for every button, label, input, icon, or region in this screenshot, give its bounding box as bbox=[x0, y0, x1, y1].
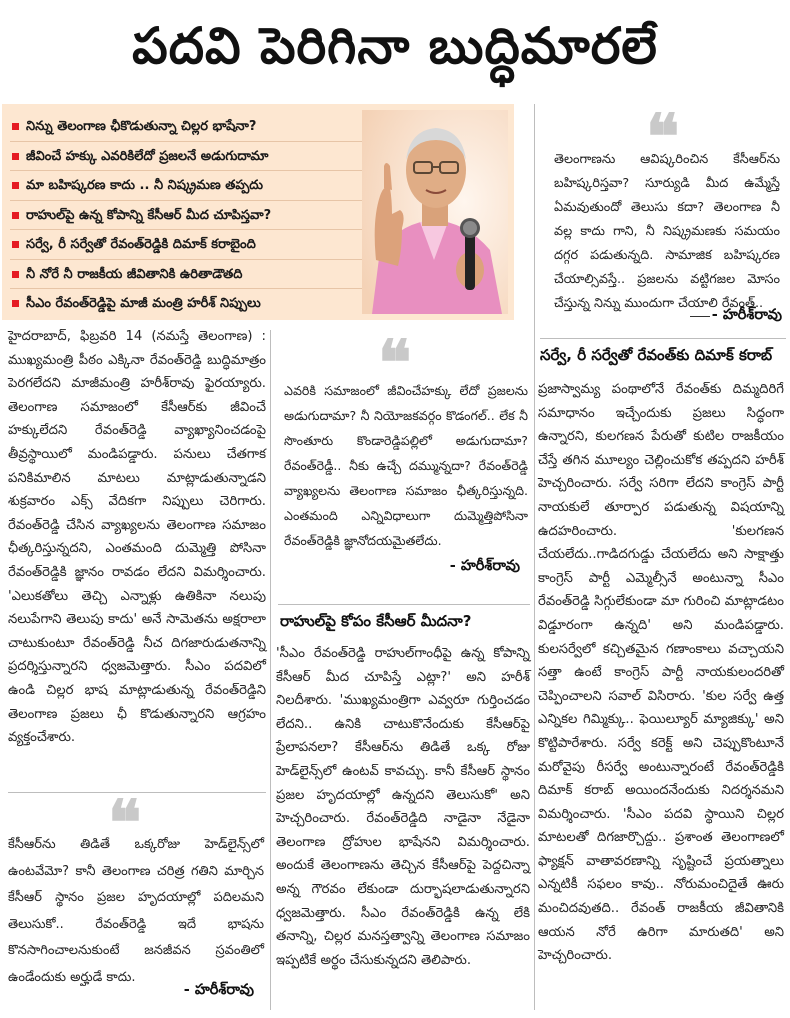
quote-mark-icon: ❝ bbox=[108, 786, 142, 859]
highlight-item: సీఎం రేవంత్‌రెడ్డిపై మాజీ మంత్రి హరీశ్ నిప్పులు bbox=[10, 289, 362, 319]
article-column-1: హైదరాబాద్, ఫిబ్రవరి 14 (నమస్తే తెలంగాణ) : ముఖ్యమంత్రి పీఠం ఎక్కినా రేవంత్‌రెడ్డి బుద్ధిమాత్రం పెరగలేదని మాజీమంత్రి హరీశ్‌రావు ఫైరయ్యారు. తెలంగాణ సమాజంలో కేసీఆర్‌కు జీవించే హక్కులేదని రేవంత్‌రెడ్డి వ్యాఖ్యానించడంపై తీవ్రస్థాయిలో మండిపడ్డారు. పనులు చేతగాక పనికిమాలిన మాటలు మాట్లాడుతున్నాడని శుక్రవారం ఎక్స్ వేదికగా నిప్పులు చెరిగారు. రేవంత్‌రెడ్డి చేసిన వ్యాఖ్యలను తెలంగాణ సమాజం ఛీత్కరిస్తున్నదని, ఎంతమంది దుమ్మెత్తి పోసినా రేవంత్‌రెడ్డికి జ్ఞానం రావడం లేదని విమర్శించారు. 'ఎలుకతోలు తెచ్చి ఎన్నాళ్లు ఉతికినా నలుపు నలుపేగాని తెలుపు కాదు' అనే సామెతను అక్షరాలా చాటుకుంటూ రేవంత్‌రెడ్డి నీచ దిగజారుడుతనాన్ని ప్రదర్శిస్తున్నారని ధ్వజమెత్తారు. సీఎం పదవిలో ఉండి చిల్లర భాష మాట్లాడుతున్న రేవంత్‌రెడ్డిని తెలంగాణ ప్రజలు ఛీ కొడుతున్నారని ఆగ్రహం వ్యక్తంచేశారు. bbox=[8, 329, 266, 746]
highlight-item: నిన్ను తెలంగాణ ఛీకొడుతున్నా చిల్లర భాషేనా? bbox=[10, 112, 362, 142]
highlight-item: రాహుల్‌పై ఉన్న కోపాన్ని కేసీఆర్ మీద చూపిస్తవా? bbox=[10, 201, 362, 231]
quote-text: ఎవరికి సమాజంలో జీవించేహక్కు లేదో ప్రజలను అడుగుదామా? నీ నియోజకవర్గం కొడంగల్.. లేక నీ సొంతూరు కొండారెడ్డిపల్లిలో అడుగుదామా? రేవంత్‌రెడ్డీ.. నీకు ఉచ్చే దమ్మున్నదా? రేవంత్‌రెడ్డి వ్యాఖ్యలను తెలంగాణ సమాజం ఛీత్కరిస్తున్నది. ఎంతమంది ఎన్నివిధాలుగా దుమ్మెత్తిపోసినా రేవంత్‌రెడ్డికి జ్ఞానోదయమైతలేదు. bbox=[284, 383, 528, 548]
column-divider bbox=[270, 330, 271, 1010]
quote-attribution: - హరీశ్‌రావు bbox=[183, 982, 254, 998]
quote-center bbox=[278, 326, 530, 602]
quote-top-right bbox=[540, 100, 786, 334]
highlights-list bbox=[10, 112, 362, 319]
subhead-right: సర్వే, రీ సర్వేతో రేవంత్‌కు దిమాక్ కరాబ్ bbox=[540, 346, 773, 364]
quote-attribution: - హరీశ్‌రావు bbox=[449, 558, 520, 574]
quote-mark-icon: ❝ bbox=[378, 326, 412, 399]
highlight-item: నీ నోరే నీ రాజకీయ జీవితానికి ఉరితాడౌతది bbox=[10, 260, 362, 290]
speaker-photo bbox=[362, 110, 508, 314]
quote-mark-icon: ❝ bbox=[646, 100, 680, 173]
divider bbox=[278, 604, 530, 605]
article-column-2: 'సీఎం రేవంత్‌రెడ్డి రాహుల్‌గాంధీపై ఉన్న కోపాన్ని కేసీఆర్ మీద చూపిస్తే ఎట్లా?' అని హరీశ్ నిలదీశారు. 'ముఖ్యమంత్రిగా ఎవ్వరూ గుర్తించడం లేదని.. ఉనికి చాటుకొనేందుకు కేసీఆర్‌పై ప్రేలాపనలా? కేసీఆర్‌ను తిడితే ఒక్క రోజు హెడ్‌లైన్స్‌లో ఉంటవ్ కావచ్చు. కానీ కేసీఆర్ స్థానం ప్రజల హృదయాల్లో ఉన్నదని తెలుసుకో' అని హెచ్చరించారు. రేవంత్‌రెడ్డిది నాడైనా నేడైనా తెలంగాణ ద్రోహుల భాషేనని విమర్శించారు. అందుకే తెలంగాణను తెచ్చిన కేసీఆర్‌పై పెద్దచిన్నా అన్న గౌరవం లేకుండా దుర్భాషలాడుతున్నారని ధ్వజమెత్తారు. సీఎం రేవంత్‌రెడ్డికి ఉన్న లేకి తనాన్ని, చిల్లర మనస్తత్వాన్ని తెలంగాణ సమాజం ఇప్పటికే అర్థం చేసుకున్నదని తెలిపారు. bbox=[276, 646, 530, 968]
quote-attribution: - హరీశ్‌రావు bbox=[711, 307, 782, 323]
column-divider bbox=[534, 104, 535, 1010]
subhead-center: రాహుల్‌పై కోపం కేసీఆర్ మీదనా? bbox=[280, 612, 472, 630]
quote-text: కేసీఆర్‌ను తిడితే ఒక్కరోజు హెడ్‌లైన్స్‌లో ఉంటవేమో? కానీ తెలంగాణ చరిత్ర గతిని మార్చిన కేసీఆర్ స్థానం ప్రజల హృదయాల్లో పదిలమని తెలుసుకో.. రేవంత్‌రెడ్డి ఇదే భాషను కొనసాగించాలనుకుంటే జనజీవన స్రవంతిలో ఉండేందుకు అర్హుడే కాదు. bbox=[8, 837, 264, 985]
divider bbox=[540, 338, 786, 339]
highlight-item: సర్వే, రీ సర్వేతో రేవంత్‌రెడ్డికి దిమాక్ కరాబైంది bbox=[10, 230, 362, 260]
headline: పదవి పెరిగినా బుద్ధిమారలే bbox=[132, 17, 658, 75]
highlight-item: మా బహిష్కరణ కాదు .. నీ నిష్క్రమణ తప్పదు bbox=[10, 171, 362, 201]
quote-text: తెలంగాణను ఆవిష్కరించిన కేసీఆర్‌ను బహిష్కరిస్తవా? సూర్యుడి మీద ఉమ్మేస్తే ఏమవుతుందో తెలుసు కదా? తెలంగాణ నీ వల్ల కాదు గాని, నీ నిష్క్రమణకు సమయం దగ్గర పడుతున్నది. సామాజిక బహిష్కరణ చేయాల్సివస్తే.. ప్రజలను వట్టిగజల మోసం చేస్తున్న నిన్ను ముందుగా చేయాలి రేవంత్.. bbox=[554, 152, 780, 311]
quote-bottom-left bbox=[8, 786, 266, 1010]
highlight-item: జీవించే హక్కు ఎవరికిలేదో ప్రజలనే అడుగుదామా bbox=[10, 142, 362, 172]
article-column-3: ప్రజాస్వామ్య పంథాలోనే రేవంత్‌కు దిమ్మదిరిగే సమాధానం ఇచ్చేందుకు ప్రజలు సిద్ధంగా ఉన్నారని, కులగణన పేరుతో కుటిల రాజకీయం చేస్తే తగిన మూల్యం చెల్లించుకోక తప్పదని హరీశ్ హెచ్చరించారు. సర్వే సరిగా లేదని కాంగ్రెస్ పార్టీ నాయకులే తూర్పార పడుతున్న విషయాన్ని ఉదహరించారు. 'కులగణన చేయలేదు..గాడిదగుడ్డు చేయలేదు అని సాక్షాత్తు కాంగ్రెస్ పార్టీ ఎమ్మెల్సీనే అంటున్నా సీఎం రేవంత్‌రెడ్డి సిగ్గులేకుండా మా గురించి మాట్లాడటం విడ్డూరంగా ఉన్నది' అని మండిపడ్డారు. కులసర్వేలో కచ్చితమైన గణాంకాలు వచ్చాయని సత్తా ఉంటే కాంగ్రెస్ పార్టీ నాయకులందరితో చెప్పించాలని సవాల్ విసిరారు. 'కుల సర్వే ఉత్త ఎన్నికల గిమ్మిక్కు.. ఫెయిల్యూర్ మ్యాజిక్కు' అని కొట్టిపారేశారు. సర్వే కరెక్ట్ అని చెప్పుకొంటూనే మరోవైపు రీసర్వే అంటున్నారంటే రేవంత్‌రెడ్డికి దిమాక్ కరాబ్ అయిందనేందుకు నిదర్శనమని విమర్శించారు. 'సీఎం పదవి స్థాయిని చిల్లర మాటలతో దిగజార్చొద్దు.. ప్రశాంత తెలంగాణలో ఫ్యాక్షన్ వాతావరణాన్ని సృష్టించే ప్రయత్నాలు ఎన్నటికీ సఫలం కావు.. నోరుమంచిదైతే ఊరు మంచిదవుతది.. రేవంత్ రాజకీయ జీవితానికి ఆయన నోరే ఉరిగా మారుతది' అని హెచ్చరించారు. bbox=[538, 382, 784, 964]
